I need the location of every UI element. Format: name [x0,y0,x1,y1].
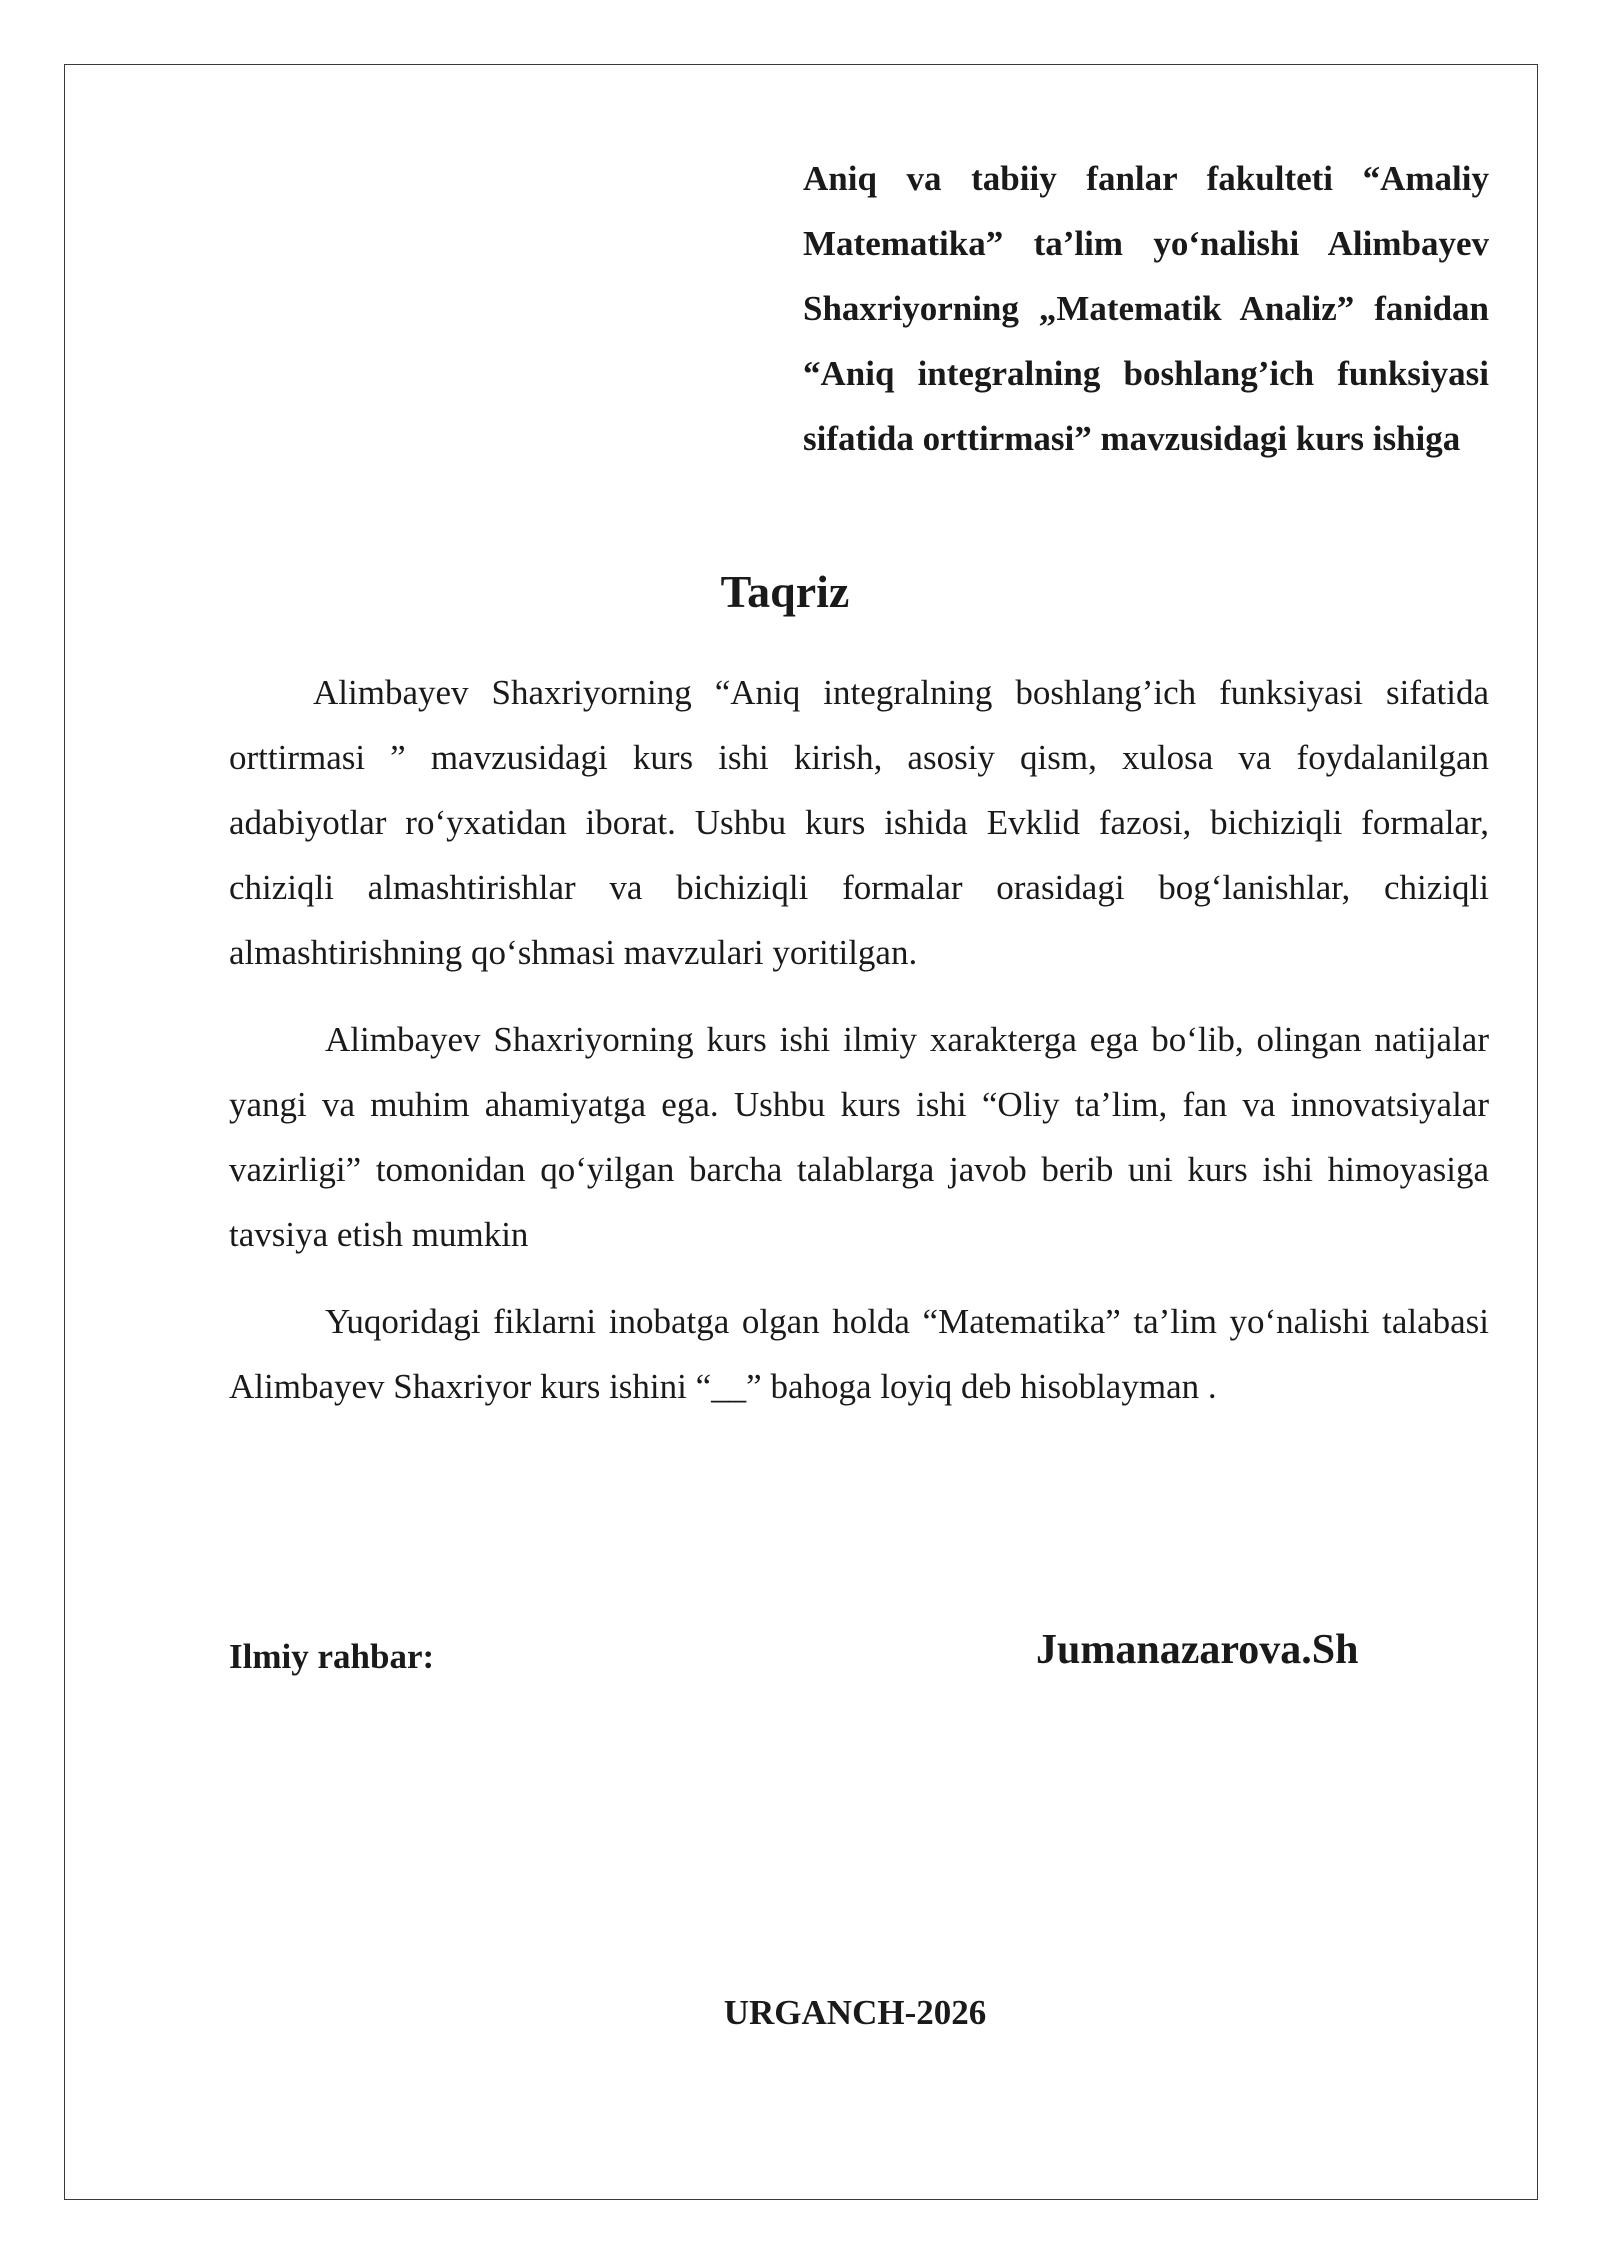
supervisor-name: Jumanazarova.Sh [1036,1627,1359,1673]
body-paragraph-1: Alimbayev Shaxriyorning “Aniq integralning boshlang’ich funksiyasi sifatida orttirmasi ” mavzusidagi kurs ishi kirish, asosiy qism, xulosa va foydalanilgan adabiyotlar ro‘yxatidan iborat. Ushbu kurs ishida Evklid fazosi, bichiziqli formalar, chiziqli almashtirishlar va bichiziqli formalar orasidagi bog‘lanishlar, chiziqli almashtirishning qo‘shmasi mavzulari yoritilgan. [229,673,1489,972]
body-paragraph-2: Alimbayev Shaxriyorning kurs ishi ilmiy xarakterga ega bo‘lib, olingan natijalar yangi va muhim ahamiyatga ega. Ushbu kurs ishi “Oliy ta’lim, fan va innovatsiyalar vazirligi” tomonidan qo‘yilgan barcha talablarga javob berib uni kurs ishi himoyasiga tavsiya etish mumkin [229,1020,1489,1254]
addressee-block: Aniq va tabiiy fanlar fakulteti “Amaliy Matematika” ta’lim yo‘nalishi Alimbayev Shaxriyorning „Matematik Analiz” fanidan “Aniq integralning boshlang’ich funksiyasi sifatida orttirmasi” mavzusidagi kurs ishiga [803,159,1489,458]
document-title: Taqriz [720,566,850,617]
review-body [229,660,1489,1419]
body-paragraph-3: Yuqoridagi fiklarni inobatga olgan holda “Matematika” ta’lim yo‘nalishi talabasi Alimbayev Shaxriyor kurs ishini “__” bahoga loyiq deb hisoblayman . [229,1302,1489,1406]
footer-place-year: URGANCH-2026 [723,1993,987,2032]
supervisor-label: Ilmiy rahbar: [229,1637,435,1676]
